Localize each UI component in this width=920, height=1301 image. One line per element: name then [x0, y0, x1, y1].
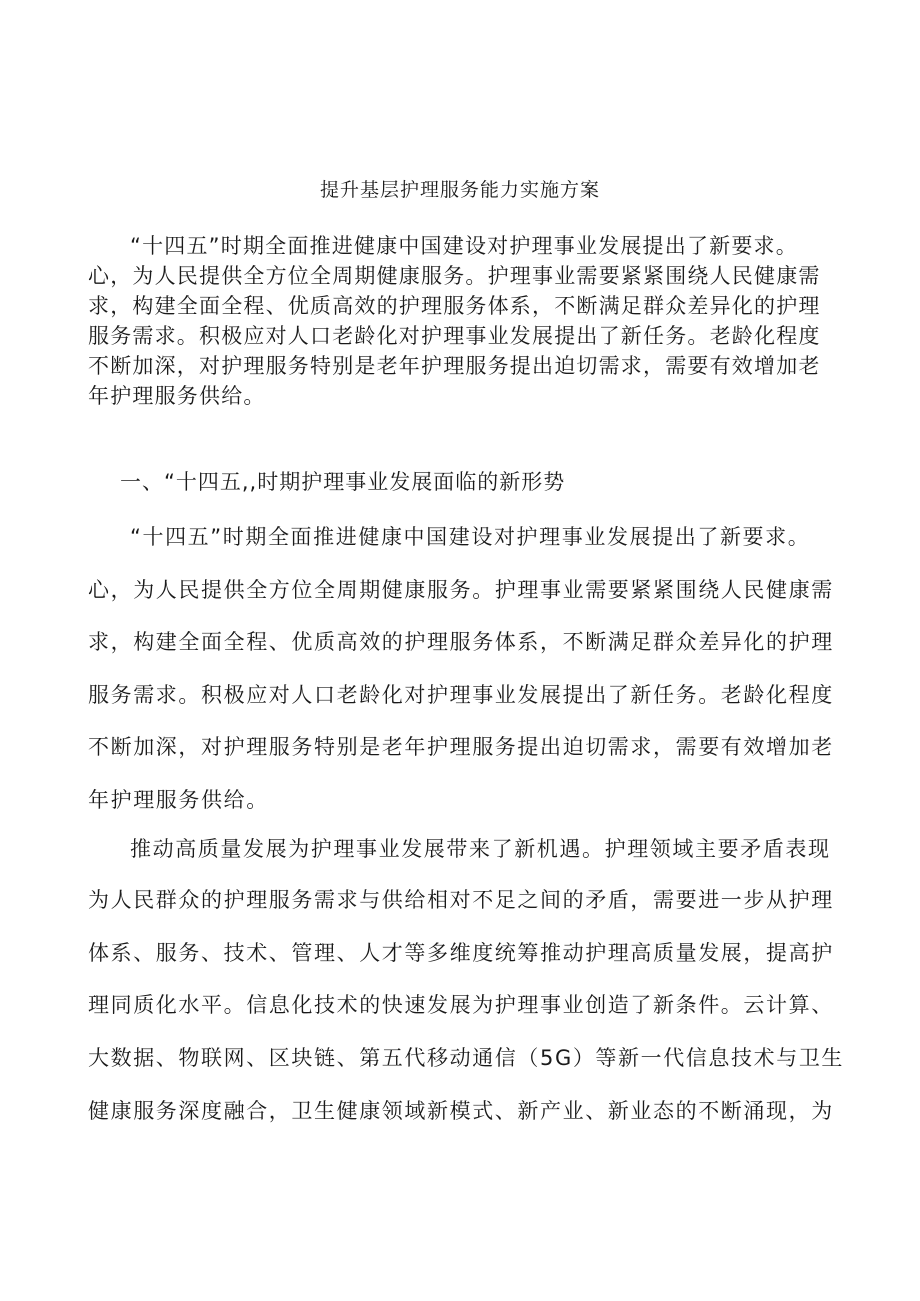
- intro-line: 心，为人民提供全方位全周期健康服务。护理事业需要紧紧围绕人民健康需: [88, 264, 821, 288]
- paragraph-line: “十四五”时期全面推进健康中国建设对护理事业发展提出了新要求。: [130, 525, 811, 549]
- paragraph-line: 大数据、物联网、区块链、第五代移动通信（5G）等新一代信息技术与卫生: [88, 1046, 845, 1070]
- paragraph-line: 心，为人民提供全方位全周期健康服务。护理事业需要紧紧围绕人民健康需: [88, 578, 834, 602]
- paragraph-line: 体系、服务、技术、管理、人才等多维度统筹推动护理高质量发展，提高护: [88, 941, 834, 965]
- paragraph-line: 健康服务深度融合，卫生健康领域新模式、新产业、新业态的不断涌现，为: [88, 1099, 834, 1123]
- intro-line: 求，构建全面全程、优质高效的护理服务体系，不断满足群众差异化的护理: [88, 294, 821, 318]
- intro-line: 年护理服务供给。: [88, 384, 266, 408]
- paragraph-line: 理同质化水平。信息化技术的快速发展为护理事业创造了新条件。云计算、: [88, 993, 834, 1017]
- intro-line: “十四五”时期全面推进健康中国建设对护理事业发展提出了新要求。: [130, 234, 798, 258]
- document-title: 提升基层护理服务能力实施方案: [319, 179, 600, 201]
- paragraph-line: 推动高质量发展为护理事业发展带来了新机遇。护理领域主要矛盾表现: [130, 837, 831, 861]
- paragraph-line: 不断加深，对护理服务特别是老年护理服务提出迫切需求，需要有效增加老: [88, 735, 834, 759]
- intro-line: 不断加深，对护理服务特别是老年护理服务提出迫切需求，需要有效增加老: [88, 354, 821, 378]
- section-heading: 一、“十四五,,时期护理事业发展面临的新形势: [120, 470, 566, 494]
- paragraph-line: 求，构建全面全程、优质高效的护理服务体系，不断满足群众差异化的护理: [88, 630, 834, 654]
- paragraph-line: 服务需求。积极应对人口老龄化对护理事业发展提出了新任务。老龄化程度: [88, 683, 834, 707]
- paragraph-line: 年护理服务供给。: [88, 788, 269, 812]
- intro-line: 服务需求。积极应对人口老龄化对护理事业发展提出了新任务。老龄化程度: [88, 324, 821, 348]
- paragraph-line: 为人民群众的护理服务需求与供给相对不足之间的矛盾，需要进一步从护理: [88, 888, 834, 912]
